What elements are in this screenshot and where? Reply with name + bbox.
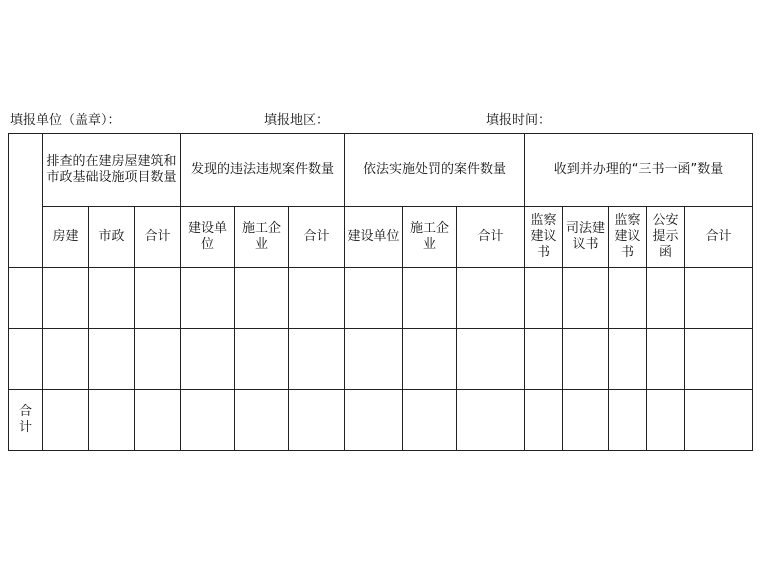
- input-cell[interactable]: [647, 268, 685, 329]
- row-label-cell: [9, 268, 43, 329]
- subheader-investigated-municipal: 市政: [89, 207, 135, 268]
- total-cell[interactable]: [235, 390, 289, 451]
- subheader-violations-total: 合计: [289, 207, 345, 268]
- input-cell[interactable]: [563, 329, 609, 390]
- input-cell[interactable]: [457, 268, 525, 329]
- input-cell[interactable]: [403, 268, 457, 329]
- input-cell[interactable]: [609, 268, 647, 329]
- total-cell[interactable]: [135, 390, 181, 451]
- input-cell[interactable]: [235, 329, 289, 390]
- sub-header-row: [9, 207, 753, 268]
- input-cell[interactable]: [609, 329, 647, 390]
- total-cell[interactable]: [181, 390, 235, 451]
- input-cell[interactable]: [89, 329, 135, 390]
- input-cell[interactable]: [525, 329, 563, 390]
- corner-cell: [9, 134, 43, 268]
- row-label-cell: [9, 329, 43, 390]
- input-cell[interactable]: [563, 268, 609, 329]
- total-cell[interactable]: [609, 390, 647, 451]
- subheader-investigated-housing: 房建: [43, 207, 89, 268]
- input-cell[interactable]: [525, 268, 563, 329]
- total-cell[interactable]: [457, 390, 525, 451]
- form-header: [0, 111, 760, 131]
- subheader-received-supervision-1: 监察建议书: [525, 207, 563, 268]
- input-cell[interactable]: [89, 268, 135, 329]
- subheader-received-supervision-2: 监察建议书: [609, 207, 647, 268]
- subheader-received-total: 合计: [685, 207, 753, 268]
- total-cell[interactable]: [289, 390, 345, 451]
- subheader-violations-builder: 建设单位: [181, 207, 235, 268]
- input-cell[interactable]: [135, 329, 181, 390]
- total-row-label: 合计: [9, 390, 43, 451]
- input-cell[interactable]: [457, 329, 525, 390]
- input-cell[interactable]: [181, 329, 235, 390]
- input-cell[interactable]: [235, 268, 289, 329]
- reporting-area-label: 填报地区：: [264, 113, 330, 128]
- input-cell[interactable]: [345, 268, 403, 329]
- statistics-form-table: [8, 133, 753, 451]
- input-cell[interactable]: [289, 268, 345, 329]
- subheader-violations-contractor: 施工企业: [235, 207, 289, 268]
- table-row: [9, 268, 753, 329]
- group-header-row: [9, 134, 753, 207]
- table-row: [9, 329, 753, 390]
- input-cell[interactable]: [685, 329, 753, 390]
- total-row: [9, 390, 753, 451]
- subheader-punished-total: 合计: [457, 207, 525, 268]
- subheader-investigated-total: 合计: [135, 207, 181, 268]
- total-cell[interactable]: [647, 390, 685, 451]
- input-cell[interactable]: [43, 329, 89, 390]
- total-cell[interactable]: [43, 390, 89, 451]
- group-header-investigated: 排查的在建房屋建筑和市政基础设施项目数量: [43, 134, 181, 207]
- input-cell[interactable]: [647, 329, 685, 390]
- input-cell[interactable]: [345, 329, 403, 390]
- group-header-received: 收到并办理的“三书一函”数量: [525, 134, 753, 207]
- subheader-received-police: 公安提示函: [647, 207, 685, 268]
- subheader-received-judicial: 司法建议书: [563, 207, 609, 268]
- subheader-punished-contractor: 施工企业: [403, 207, 457, 268]
- group-header-punished: 依法实施处罚的案件数量: [345, 134, 525, 207]
- group-header-violations-found: 发现的违法违规案件数量: [181, 134, 345, 207]
- subheader-punished-builder: 建设单位: [345, 207, 403, 268]
- input-cell[interactable]: [685, 268, 753, 329]
- total-cell[interactable]: [563, 390, 609, 451]
- total-cell[interactable]: [685, 390, 753, 451]
- total-cell[interactable]: [403, 390, 457, 451]
- input-cell[interactable]: [135, 268, 181, 329]
- input-cell[interactable]: [403, 329, 457, 390]
- total-cell[interactable]: [345, 390, 403, 451]
- total-cell[interactable]: [89, 390, 135, 451]
- reporting-time-label: 填报时间：: [486, 113, 552, 128]
- input-cell[interactable]: [43, 268, 89, 329]
- input-cell[interactable]: [181, 268, 235, 329]
- reporting-unit-label: 填报单位（盖章）：: [10, 113, 121, 128]
- input-cell[interactable]: [289, 329, 345, 390]
- total-cell[interactable]: [525, 390, 563, 451]
